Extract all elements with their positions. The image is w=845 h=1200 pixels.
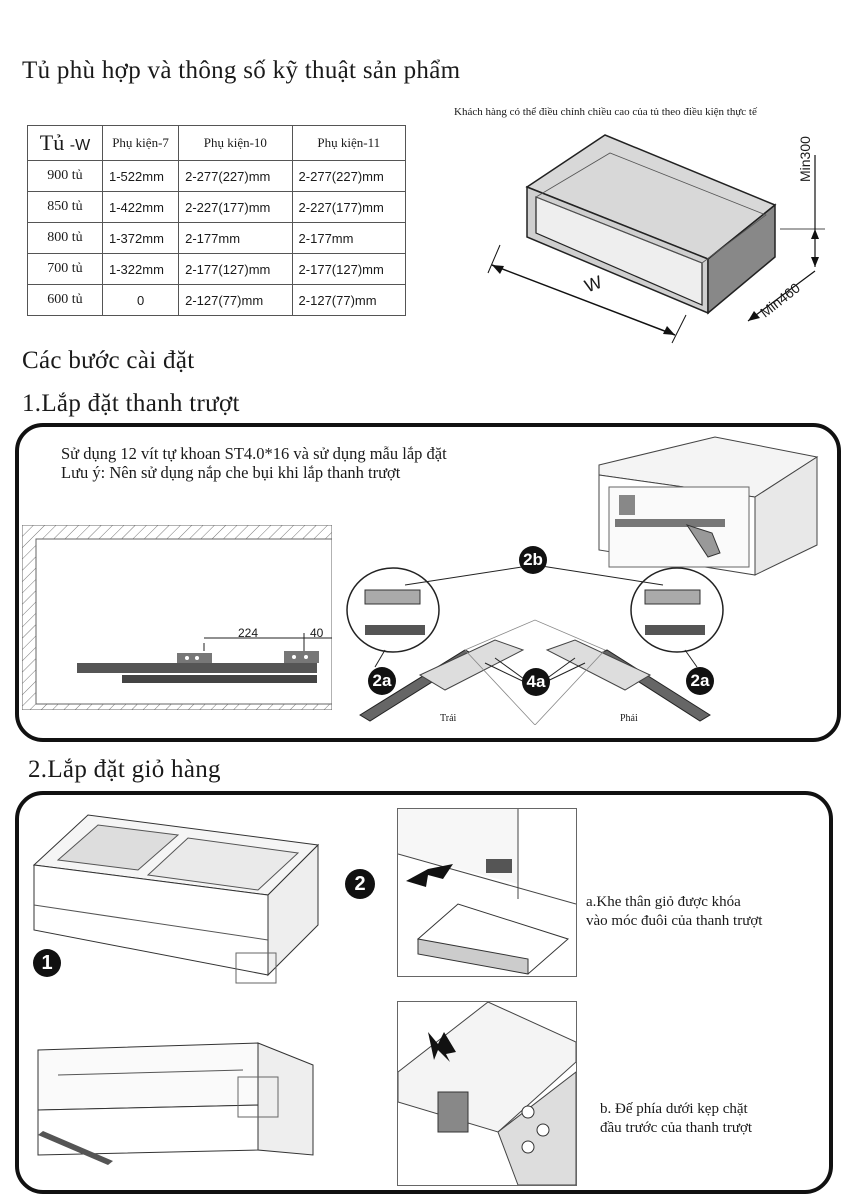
accessory-11-value: 2-277(227)mm <box>292 161 405 192</box>
accessory-7-value: 1-522mm <box>103 161 179 192</box>
front-clip-detail-inset <box>397 1001 577 1186</box>
step1-title: 1.Lắp đặt thanh trượt <box>22 390 240 417</box>
header-cabinet <box>28 126 103 161</box>
spec-table <box>27 125 406 316</box>
page-title: Tủ phù hợp và thông số kỹ thuật sản phẩm <box>22 57 461 84</box>
step1-warning: Lưu ý: Nên sử dụng nắp che bụi khi lắp thanh trượt <box>61 463 401 482</box>
min-height-label: Min300 <box>797 136 813 182</box>
accessory-11-value: 2-177mm <box>292 223 405 254</box>
table-row <box>28 161 406 192</box>
dimension-40: 40 <box>310 626 324 640</box>
basket-illustration-top <box>28 805 328 995</box>
accessory-7-value: 0 <box>103 285 179 316</box>
accessory-11-value: 2-127(77)mm <box>292 285 405 316</box>
step-a-line1: a.Khe thân giỏ được khóa <box>586 894 741 910</box>
cabinet-size: 900 tủ <box>28 161 103 192</box>
header-accessory-10: Phụ kiện-10 <box>179 126 292 161</box>
table-row <box>28 223 406 254</box>
install-heading: Các bước cài đặt <box>22 347 195 374</box>
left-side-label: Trái <box>440 713 457 724</box>
accessory-10-value: 2-177(127)mm <box>179 254 292 285</box>
step1-instruction: Sử dụng 12 vít tự khoan ST4.0*16 và sử dụng mẫu lắp đặt <box>61 444 447 463</box>
spec-table-header <box>28 126 406 161</box>
table-row <box>28 285 406 316</box>
min-depth-label: Min460 <box>756 279 803 321</box>
accessory-11-value: 2-177(127)mm <box>292 254 405 285</box>
header-accessory-11: Phụ kiện-11 <box>292 126 405 161</box>
table-row <box>28 192 406 223</box>
right-side-label: Phải <box>620 713 638 724</box>
accessory-10-value: 2-227(177)mm <box>179 192 292 223</box>
header-cabinet-sub: -W <box>69 137 91 154</box>
accessory-10-value: 2-277(227)mm <box>179 161 292 192</box>
front-clip-drawing <box>398 1002 576 1185</box>
width-dimension-label: W <box>581 271 605 297</box>
step-a-line2: vào móc đuôi của thanh trượt <box>586 913 763 929</box>
step2-title: 2.Lắp đặt giỏ hàng <box>28 756 221 783</box>
cabinet-size: 850 tủ <box>28 192 103 223</box>
slide-position-diagram <box>22 525 332 710</box>
step-b-line2: đầu trước của thanh trượt <box>600 1120 753 1136</box>
badge-2a-left: 2a <box>368 667 396 695</box>
dimension-224: 224 <box>238 626 259 640</box>
badge-4a: 4a <box>522 668 550 696</box>
installation-template-diagram <box>345 555 725 725</box>
step-b-line1: b. Đế phía dưới kẹp chặt <box>600 1101 748 1117</box>
cabinet-size: 800 tủ <box>28 223 103 254</box>
accessory-11-value: 2-227(177)mm <box>292 192 405 223</box>
badge-2a-right: 2a <box>686 667 714 695</box>
badge-2: 2 <box>345 869 375 899</box>
cabinet-size: 600 tủ <box>28 285 103 316</box>
header-accessory-7: Phụ kiện-7 <box>103 126 179 161</box>
accessory-7-value: 1-372mm <box>103 223 179 254</box>
height-adjust-note: Khách hàng có thể điều chỉnh chiều cao của tủ theo điều kiện thực tế <box>454 106 757 118</box>
badge-1: 1 <box>33 949 61 977</box>
accessory-10-value: 2-177mm <box>179 223 292 254</box>
hook-detail-inset <box>397 808 577 977</box>
accessory-10-value: 2-127(77)mm <box>179 285 292 316</box>
hook-detail-drawing <box>398 809 576 976</box>
header-cabinet-main: Tủ <box>39 130 65 155</box>
badge-2b: 2b <box>519 546 547 574</box>
basket-illustration-bottom <box>28 1035 328 1170</box>
cabinet-size: 700 tủ <box>28 254 103 285</box>
accessory-7-value: 1-422mm <box>103 192 179 223</box>
accessory-7-value: 1-322mm <box>103 254 179 285</box>
table-row <box>28 254 406 285</box>
